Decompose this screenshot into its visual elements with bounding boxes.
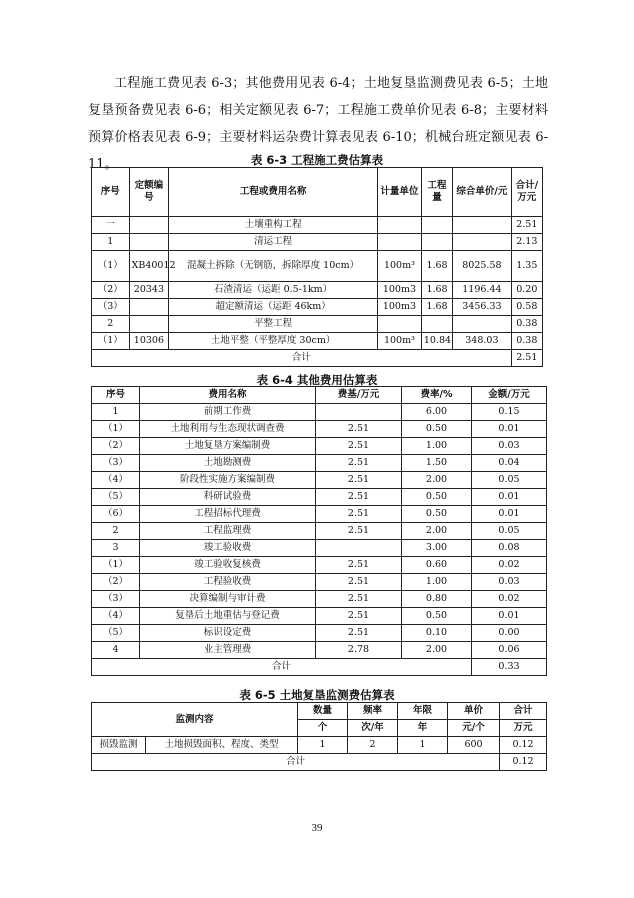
table-cell: （3） <box>92 299 130 316</box>
table-cell: 0.06 <box>472 642 547 659</box>
table-row <box>92 333 543 350</box>
table-row <box>92 737 547 754</box>
header-cell: 个 <box>298 720 348 737</box>
table-cell: 1 <box>398 737 448 754</box>
table-cell: 竣工验收费 <box>140 540 316 557</box>
table-cell: 3 <box>92 540 140 557</box>
table-row <box>92 574 547 591</box>
table-6-5-caption: 表 6-5 土地复垦监测费估算表 <box>239 688 395 702</box>
table-cell: 1.68 <box>421 282 452 299</box>
table-6-4-caption: 表 6-4 其他费用估算表 <box>256 373 378 387</box>
total-value: 0.33 <box>472 659 547 676</box>
table-cell: （5） <box>92 625 140 642</box>
table-row <box>92 438 547 455</box>
table-cell: 0.50 <box>402 489 472 506</box>
table-cell <box>421 234 452 251</box>
table-row <box>92 489 547 506</box>
table-cell: 6.00 <box>402 404 472 421</box>
table-cell <box>421 316 452 333</box>
header-cell: 费用名称 <box>140 387 316 404</box>
table-cell: 0.04 <box>472 455 547 472</box>
table-cell: 1 <box>92 234 130 251</box>
table-cell: （1） <box>92 333 130 350</box>
table-row <box>92 608 547 625</box>
header-cell: 监测内容 <box>92 703 298 737</box>
table-cell: 2.51 <box>316 438 402 455</box>
header-cell: 年限 <box>398 703 448 720</box>
table-row <box>92 234 543 251</box>
table-cell: 2.51 <box>316 472 402 489</box>
total-label: 合计 <box>92 754 500 771</box>
table-cell: 土地利用与生态现状调查费 <box>140 421 316 438</box>
table-cell: 2.51 <box>316 591 402 608</box>
table-cell: 业主管理费 <box>140 642 316 659</box>
table-cell: （4） <box>92 472 140 489</box>
table-cell: 2 <box>348 737 398 754</box>
table-cell: 1 <box>92 404 140 421</box>
table-cell: 3456.33 <box>453 299 511 316</box>
table-cell: 2.51 <box>511 217 542 234</box>
header-cell: 频率 <box>348 703 398 720</box>
table-cell: 100m3 <box>378 299 422 316</box>
table-cell: （6） <box>92 506 140 523</box>
table-cell: 100m³ <box>378 333 422 350</box>
header-cell: 金额/万元 <box>472 387 547 404</box>
table-row <box>92 523 547 540</box>
table-cell: 2.51 <box>316 608 402 625</box>
table-cell: 0.20 <box>511 282 542 299</box>
table-cell <box>453 217 511 234</box>
table-cell: （3） <box>92 591 140 608</box>
table-row <box>92 455 547 472</box>
table-cell: 4 <box>92 642 140 659</box>
header-cell: 合计 <box>500 703 547 720</box>
table-cell: 工程验收费 <box>140 574 316 591</box>
table-cell <box>378 316 422 333</box>
table-cell <box>129 299 169 316</box>
table-row <box>92 282 543 299</box>
header-cell: 次/年 <box>348 720 398 737</box>
table-cell: 0.01 <box>472 421 547 438</box>
table-cell: 10.84 <box>421 333 452 350</box>
table-cell: 土地复垦方案编制费 <box>140 438 316 455</box>
header-cell: 工程或费用名称 <box>169 168 378 217</box>
table-cell <box>453 234 511 251</box>
header-cell: 单价 <box>448 703 500 720</box>
table-cell: 0.50 <box>402 506 472 523</box>
table-cell: 0.38 <box>511 316 542 333</box>
table-cell <box>316 540 402 557</box>
table-cell: 复垦后土地重估与登记费 <box>140 608 316 625</box>
table-cell: 竣工验收复核费 <box>140 557 316 574</box>
header-cell: 计量单位 <box>378 168 422 217</box>
table-cell: 混凝土拆除（无钢筋，拆除厚度 10cm） <box>169 251 378 282</box>
total-label: 合计 <box>92 350 512 367</box>
table-cell: 10306 <box>129 333 169 350</box>
table-cell: （1） <box>92 557 140 574</box>
table-cell: （4） <box>92 608 140 625</box>
table-cell: 0.01 <box>472 506 547 523</box>
table-row <box>92 299 543 316</box>
table-row <box>92 472 547 489</box>
table-cell: 1.35 <box>511 251 542 282</box>
table-cell: 2.51 <box>316 506 402 523</box>
table-cell: 0.08 <box>472 540 547 557</box>
table-6-3 <box>91 167 543 367</box>
table-cell: （2） <box>92 574 140 591</box>
table-cell: 0.02 <box>472 591 547 608</box>
table-cell: （2） <box>92 282 130 299</box>
table-cell: 1.00 <box>402 438 472 455</box>
header-cell: 费基/万元 <box>316 387 402 404</box>
table-row <box>92 557 547 574</box>
table-row <box>92 251 543 282</box>
table-cell: 2.13 <box>511 234 542 251</box>
table-cell: 标识设定费 <box>140 625 316 642</box>
table-cell: 0.01 <box>472 489 547 506</box>
table-cell: 1.50 <box>402 455 472 472</box>
table-row-total <box>92 659 547 676</box>
table-row <box>92 217 543 234</box>
table-cell: 0.02 <box>472 557 547 574</box>
table-cell: 2 <box>92 316 130 333</box>
table-cell: （5） <box>92 489 140 506</box>
table-row <box>92 642 547 659</box>
intro-text: 工程施工费见表 6-3；其他费用见表 6-4；土地复垦监测费见表 6-5；土地复垦预备费见表 6-6；相关定额见表 6-7；工程施工费单价见表 6-8；主要材料预算价格表见表 6-9；主要材料运杂费计算表见表 6-10；机械台班定额见表 6-11。 <box>88 76 548 172</box>
table-cell <box>129 217 169 234</box>
table-cell <box>378 217 422 234</box>
table-cell: （3） <box>92 455 140 472</box>
table-row <box>92 421 547 438</box>
table-cell: 清运工程 <box>169 234 378 251</box>
total-value: 0.12 <box>500 754 547 771</box>
table-cell: 100m³ <box>378 251 422 282</box>
table-cell: 0.00 <box>472 625 547 642</box>
header-cell: 综合单价/元 <box>453 168 511 217</box>
table-6-4 <box>91 386 547 676</box>
header-cell: 年 <box>398 720 448 737</box>
table-6-5-header-top <box>92 703 547 720</box>
table-cell <box>316 404 402 421</box>
header-cell: 数量 <box>298 703 348 720</box>
total-value: 2.51 <box>511 350 542 367</box>
table-cell: 100m3 <box>378 282 422 299</box>
table-cell: 0.10 <box>402 625 472 642</box>
table-row <box>92 506 547 523</box>
header-cell: 定额编号 <box>129 168 169 217</box>
table-cell: 2.78 <box>316 642 402 659</box>
table-cell: 0.38 <box>511 333 542 350</box>
table-cell: XB40012 <box>129 251 169 282</box>
table-cell: 前期工作费 <box>140 404 316 421</box>
table-cell: 0.01 <box>472 608 547 625</box>
header-cell: 合计/万元 <box>511 168 542 217</box>
table-cell: 348.03 <box>453 333 511 350</box>
table-cell: 石渣清运（运距 0.5-1km） <box>169 282 378 299</box>
table-cell: 1.68 <box>421 251 452 282</box>
table-cell <box>129 316 169 333</box>
table-cell: 0.03 <box>472 438 547 455</box>
table-6-5 <box>91 702 547 771</box>
table-cell: 土地平整（平整厚度 30cm） <box>169 333 378 350</box>
table-cell: 2.00 <box>402 523 472 540</box>
table-6-4-header <box>92 387 547 404</box>
table-cell: 土壤重构工程 <box>169 217 378 234</box>
table-cell: （2） <box>92 438 140 455</box>
table-cell: 0.60 <box>402 557 472 574</box>
table-cell: 1.00 <box>402 574 472 591</box>
table-cell: 2.51 <box>316 523 402 540</box>
table-row-total <box>92 350 543 367</box>
header-cell: 序号 <box>92 387 140 404</box>
table-cell: 0.58 <box>511 299 542 316</box>
table-cell: 2.51 <box>316 625 402 642</box>
table-cell: 2.00 <box>402 472 472 489</box>
table-row-total <box>92 754 547 771</box>
header-cell: 工程量 <box>421 168 452 217</box>
table-row <box>92 404 547 421</box>
table-cell: 平整工程 <box>169 316 378 333</box>
table-cell: 0.03 <box>472 574 547 591</box>
table-cell: 超定额清运（运距 46km） <box>169 299 378 316</box>
table-row <box>92 591 547 608</box>
table-cell: 0.50 <box>402 608 472 625</box>
table-cell: 1 <box>298 737 348 754</box>
table-cell: 0.80 <box>402 591 472 608</box>
table-cell <box>378 234 422 251</box>
table-cell: 土地损毁面积、程度、类型 <box>146 737 298 754</box>
table-cell: 0.12 <box>500 737 547 754</box>
table-cell: 科研试验费 <box>140 489 316 506</box>
table-cell: 2.51 <box>316 574 402 591</box>
table-cell: 损毁监测 <box>92 737 146 754</box>
table-cell: 0.15 <box>472 404 547 421</box>
total-label: 合计 <box>92 659 472 676</box>
table-row <box>92 316 543 333</box>
table-cell: 工程监理费 <box>140 523 316 540</box>
table-cell: 2.51 <box>316 489 402 506</box>
table-cell: 一 <box>92 217 130 234</box>
table-cell <box>453 316 511 333</box>
table-row <box>92 540 547 557</box>
table-cell: （1） <box>92 421 140 438</box>
table-cell: 2.00 <box>402 642 472 659</box>
table-cell: 决算编制与审计费 <box>140 591 316 608</box>
table-cell: 20343 <box>129 282 169 299</box>
table-cell <box>421 217 452 234</box>
header-cell: 序号 <box>92 168 130 217</box>
table-6-3-header <box>92 168 543 217</box>
table-cell: 阶段性实施方案编制费 <box>140 472 316 489</box>
table-cell: 2.51 <box>316 421 402 438</box>
table-6-3-caption: 表 6-3 工程施工费估算表 <box>250 153 384 167</box>
table-cell: 工程招标代理费 <box>140 506 316 523</box>
table-cell: 1196.44 <box>453 282 511 299</box>
table-cell: 2 <box>92 523 140 540</box>
table-cell: 3.00 <box>402 540 472 557</box>
table-cell <box>129 234 169 251</box>
table-cell: 0.50 <box>402 421 472 438</box>
table-cell: 8025.58 <box>453 251 511 282</box>
table-cell: 1.68 <box>421 299 452 316</box>
table-cell: 0.05 <box>472 523 547 540</box>
header-cell: 万元 <box>500 720 547 737</box>
table-cell: 600 <box>448 737 500 754</box>
table-cell: 土地勘测费 <box>140 455 316 472</box>
table-cell: 2.51 <box>316 455 402 472</box>
header-cell: 费率/% <box>402 387 472 404</box>
table-cell: （1） <box>92 251 130 282</box>
header-cell: 元/个 <box>448 720 500 737</box>
table-cell: 0.05 <box>472 472 547 489</box>
table-row <box>92 625 547 642</box>
table-cell: 2.51 <box>316 557 402 574</box>
page-number: 39 <box>311 822 323 834</box>
